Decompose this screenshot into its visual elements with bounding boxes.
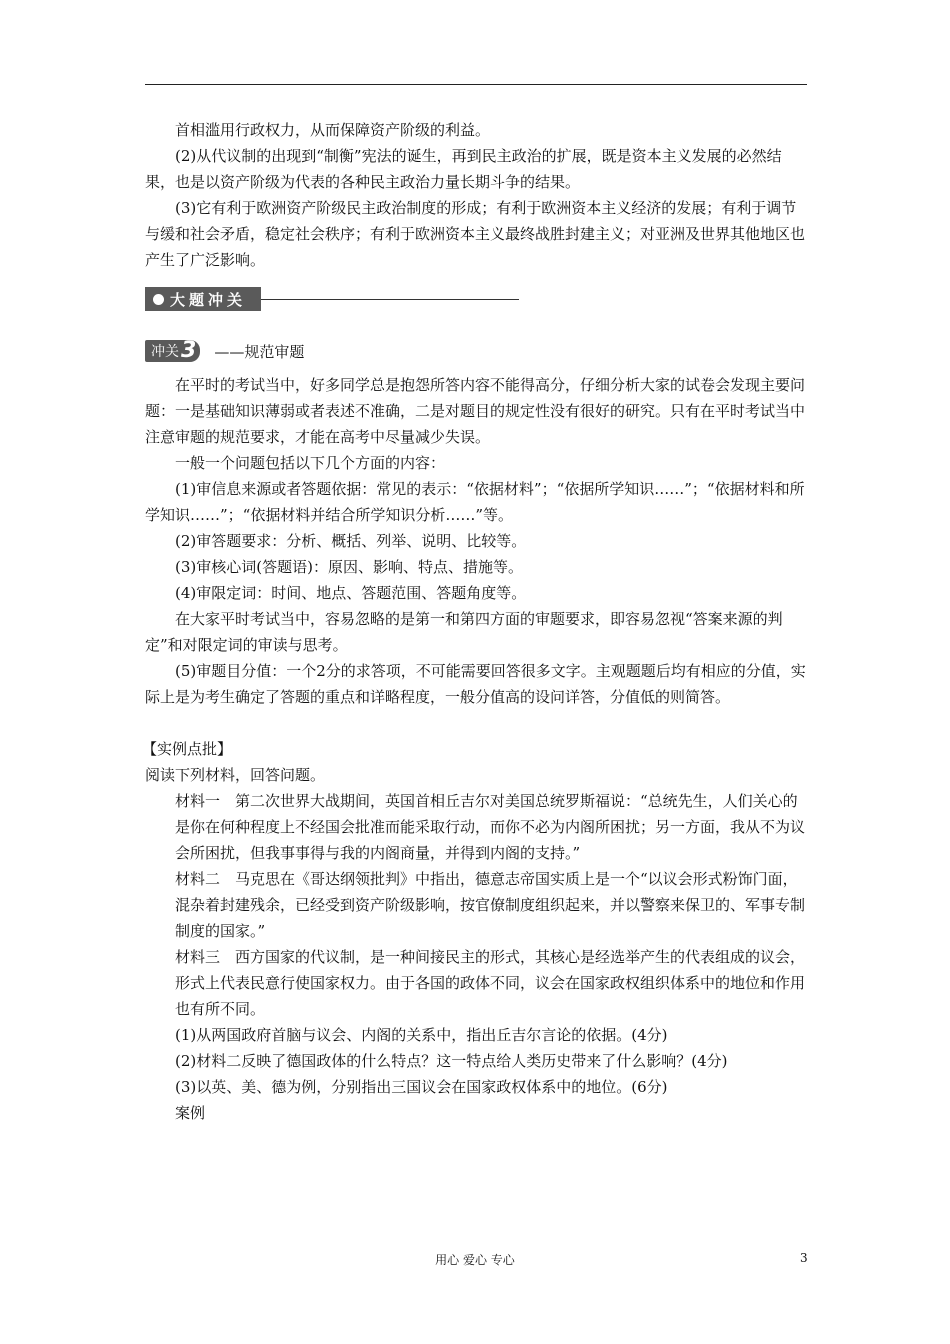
body-paragraph-intro: 在平时的考试当中，好多同学总是抱怨所答内容不能得高分，仔细分析大家的试卷会发现主要问题：一是基础知识薄弱或者表述不准确，二是对题目的规定性没有很好的研究。只有在平时考试当中注意审题的规范要求，才能在高考中尽量减少失误。 [145, 376, 806, 446]
badge-number: 3 [181, 338, 197, 363]
paragraph-point-3: (3)它有利于欧洲资产阶级民主政治制度的形成；有利于欧洲资本主义经济的发展；有利于调节与缓和社会矛盾，稳定社会秩序；有利于欧洲资本主义最终战胜封建主义；对亚洲及世界其他地区也产生了广泛影响。 [145, 199, 806, 269]
page-number: 3 [800, 1251, 808, 1265]
challenge-badge [145, 340, 304, 362]
footer-text: 用心 爱心 专心 [435, 1253, 515, 1267]
section-title-box [145, 287, 261, 311]
body-paragraph-list-intro: 一般一个问题包括以下几个方面的内容： [175, 454, 446, 472]
example-heading: 【实例点批】 [142, 740, 233, 758]
question-3: (3)以英、美、德为例，分别指出三国议会在国家政权体系中的地位。(6分) [175, 1078, 668, 1096]
question-2: (2)材料二反映了德国政体的什么特点？这一特点给人类历史带来了什么影响？(4分) [175, 1052, 728, 1070]
material-3: 材料三 西方国家的代议制，是一种间接民主的形式，其核心是经选举产生的代表组成的议会，形式上代表民意行使国家权力。由于各国的政体不同，议会在国家政权组织体系中的地位和作用也有所不同。 [175, 948, 806, 1018]
paragraph-point-2: (2)从代议制的出现到“制衡”宪法的诞生，再到民主政治的扩展，既是资本主义发展的必然结果，也是以资产阶级为代表的各种民主政治力量长期斗争的结果。 [145, 147, 782, 191]
material-1: 材料一 第二次世界大战期间，英国首相丘吉尔对美国总统罗斯福说：“总统先生，人们关心的是你在何种程度上不经国会批准而能采取行动，而你不必为内阁所困扰；另一方面，我从不为议会所困扰，但我事事得与我的内阁商量，并得到内阁的支持。” [175, 792, 806, 862]
body-item-1: (1)审信息来源或者答题依据：常见的表示：“依据材料”；“依据所学知识……”；“依据材料和所学知识……”；“依据材料并结合所学知识分析……”等。 [145, 480, 805, 524]
section-header [145, 287, 519, 311]
material-2: 材料二 马克思在《哥达纲领批判》中指出，德意志帝国实质上是一个“以议会形式粉饰门面，混杂着封建残余，已经受到资产阶级影响，按官僚制度组织起来，并以警察来保卫的、军事专制制度的国家。” [175, 870, 806, 940]
badge-label: 冲关 [151, 344, 179, 360]
question-1: (1)从两国政府首脑与议会、内阁的关系中，指出丘吉尔言论的依据。(4分) [175, 1026, 668, 1044]
body-item-2: (2)审答题要求：分析、概括、列举、说明、比较等。 [175, 532, 527, 550]
badge-box [145, 340, 200, 362]
section-rule [261, 299, 519, 300]
body-item-5: (5)审题目分值：一个2分的求答项，不可能需要回答很多文字。主观题题后均有相应的分值，实际上是为考生确定了答题的重点和详略程度，一般分值高的设问详答，分值低的则简答。 [145, 662, 806, 706]
paragraph-continuation: 首相滥用行政权力，从而保障资产阶级的利益。 [175, 121, 491, 139]
badge-subtitle: ——规范审题 [214, 342, 305, 361]
example-intro: 阅读下列材料，回答问题。 [145, 766, 326, 784]
section-title: 大题冲关 [170, 290, 247, 309]
body-paragraph-note: 在大家平时考试当中，容易忽略的是第一和第四方面的审题要求，即容易忽视“答案来源的判定”和对限定词的审读与思考。 [145, 610, 783, 654]
case-label: 案例 [175, 1104, 206, 1122]
body-item-4: (4)审限定词：时间、地点、答题范围、答题角度等。 [175, 584, 527, 602]
bullet-dot-icon [153, 294, 164, 305]
body-item-3: (3)审核心词(答题语)：原因、影响、特点、措施等。 [175, 558, 523, 576]
header-rule [145, 84, 807, 85]
